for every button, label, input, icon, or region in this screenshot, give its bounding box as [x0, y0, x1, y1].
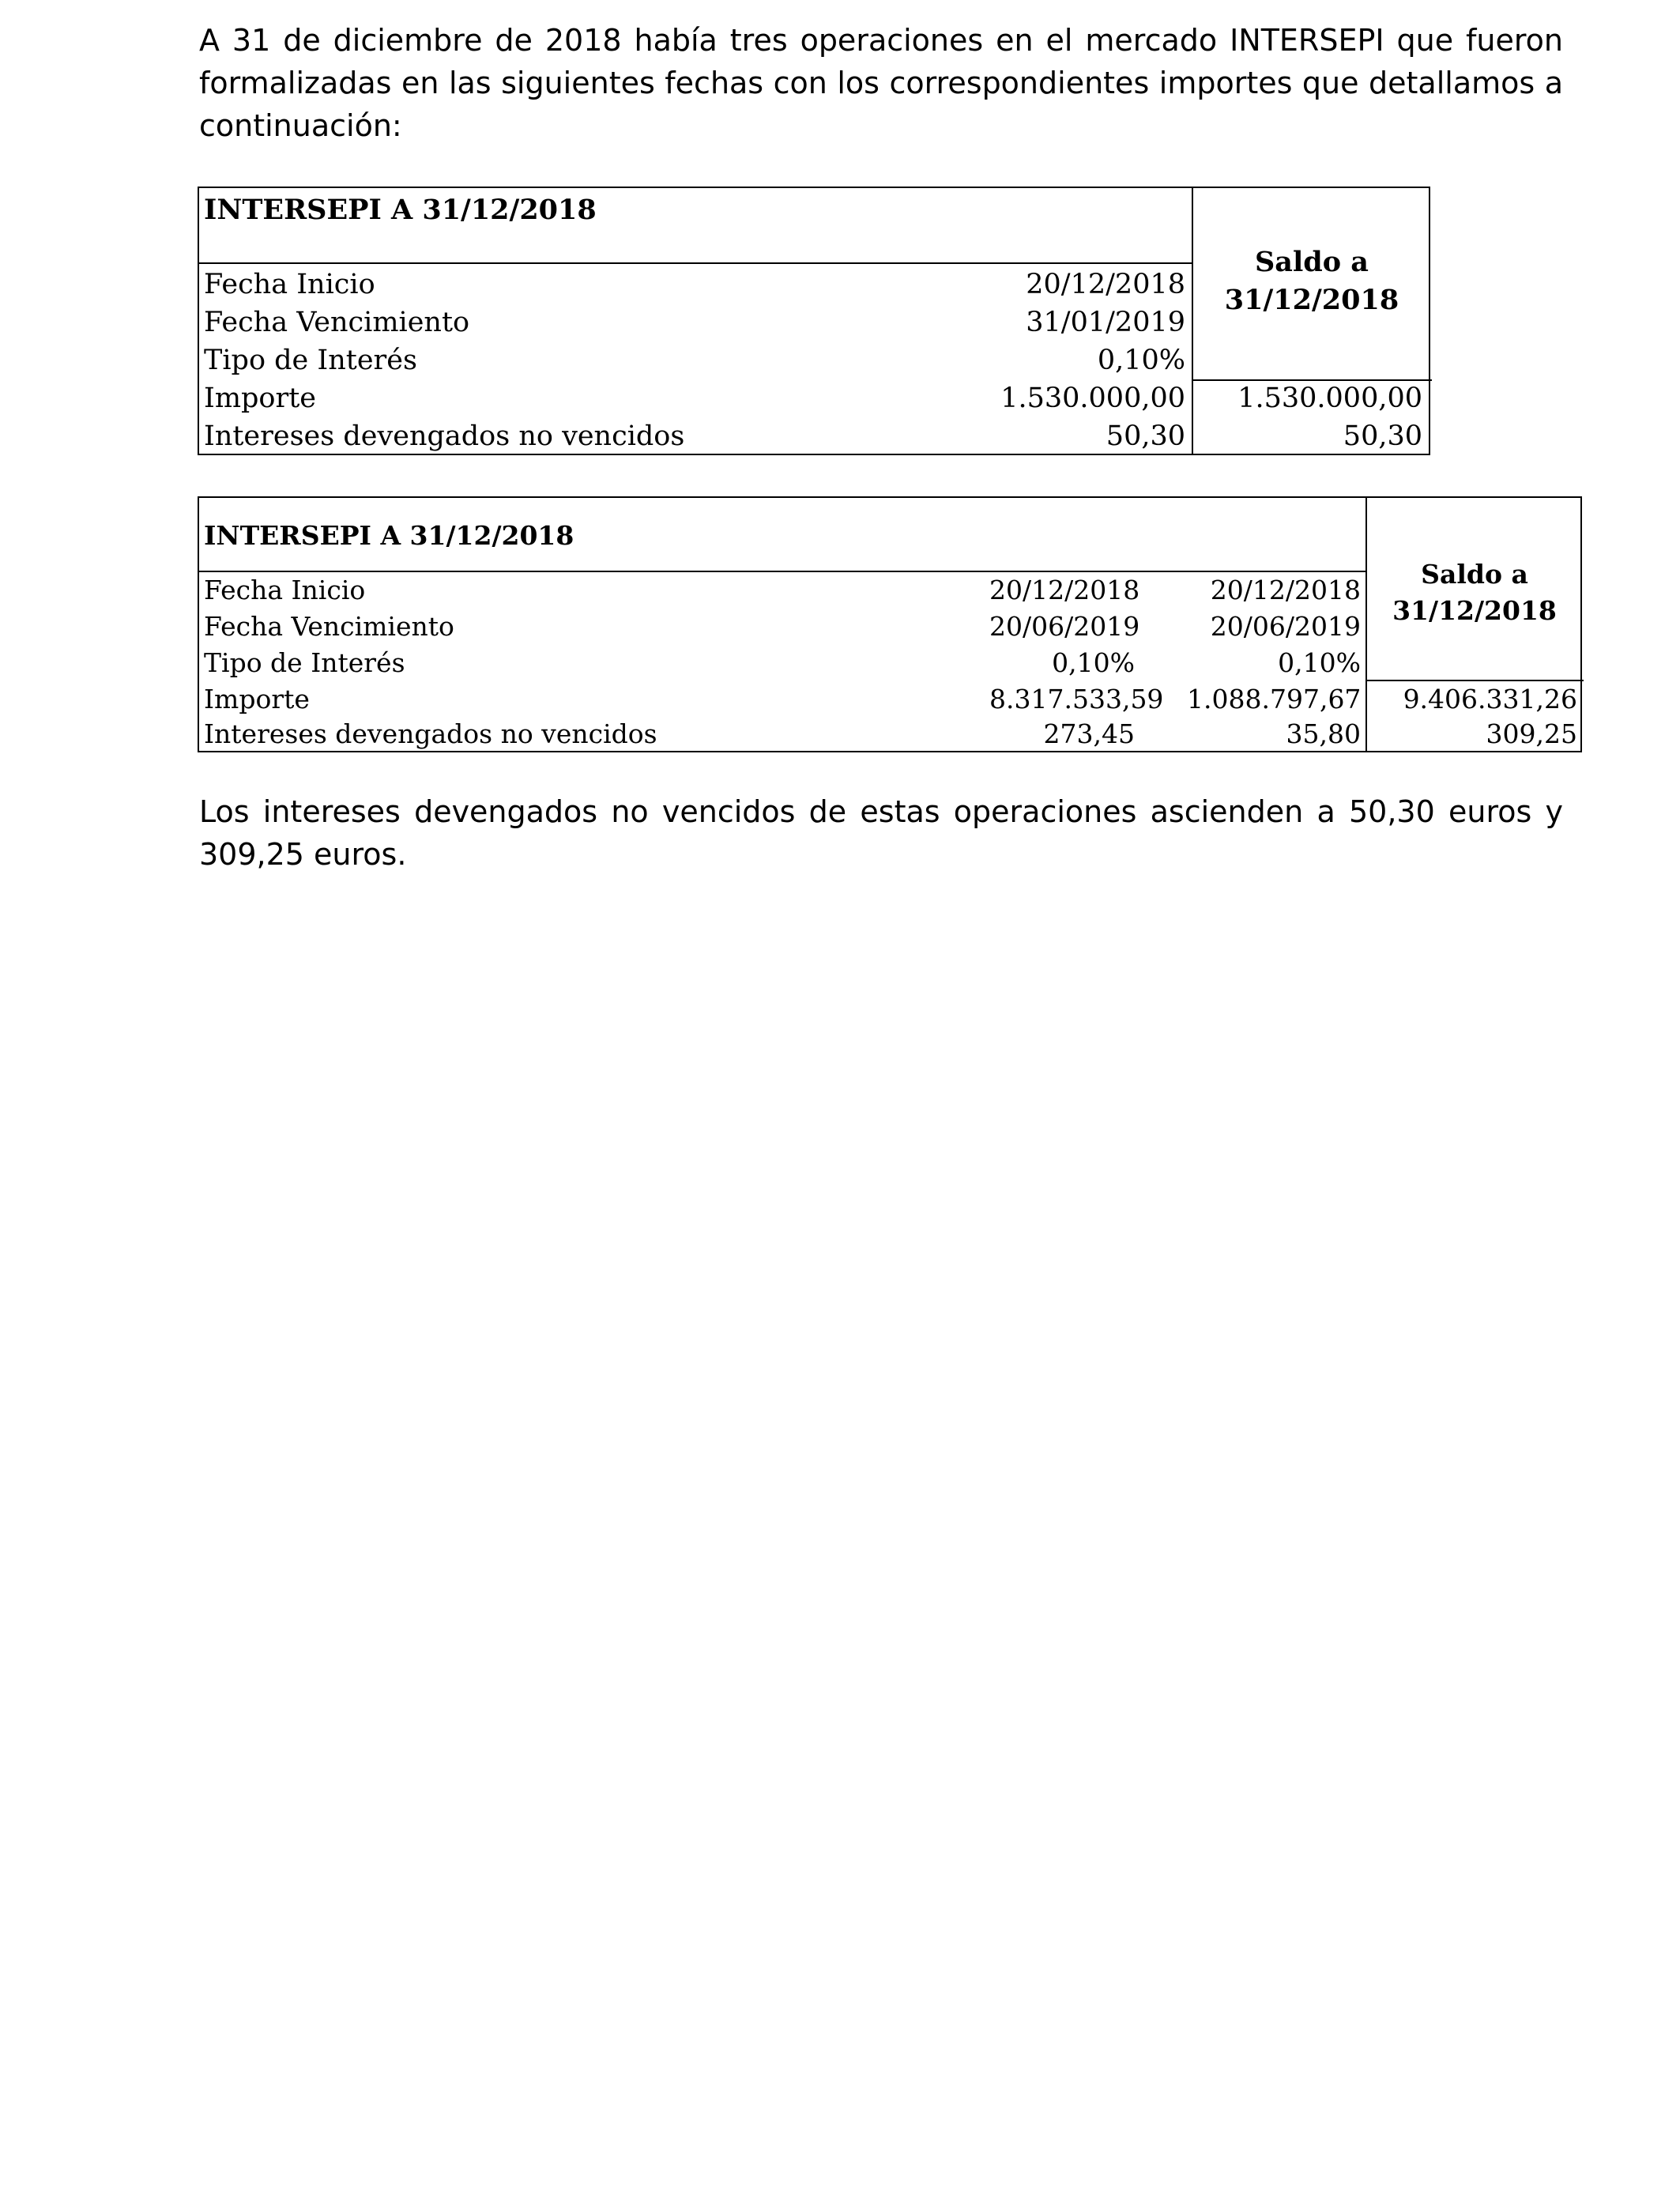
row-value1-intereses: 273,45 — [1043, 718, 1135, 749]
row-label-tipo-interes: Tipo de Interés — [204, 647, 405, 678]
saldo-header-line2: 31/12/2018 — [1392, 595, 1557, 626]
saldo-header — [1193, 243, 1430, 319]
row-value-fecha-inicio: 20/12/2018 — [1026, 269, 1185, 300]
row-label-fecha-vencimiento: Fecha Vencimiento — [204, 307, 470, 338]
row-saldo-importe: 1.530.000,00 — [1237, 383, 1422, 414]
row-value2-tipo-interes: 0,10% — [1278, 647, 1361, 678]
row-label-intereses: Intereses devengados no vencidos — [204, 420, 685, 452]
row-value2-fecha-inicio: 20/12/2018 — [1210, 575, 1361, 605]
row-saldo-importe: 9.406.331,26 — [1403, 684, 1577, 714]
title-divider — [199, 262, 1192, 264]
row-label-intereses: Intereses devengados no vencidos — [204, 718, 657, 749]
row-value-importe: 1.530.000,00 — [1000, 383, 1185, 414]
table-title: INTERSEPI A 31/12/2018 — [204, 194, 597, 226]
closing-paragraph: Los intereses devengados no vencidos de estas operaciones ascienden a 50,30 euros y 309,25 euros. — [199, 794, 1563, 872]
saldo-header — [1367, 556, 1582, 629]
row-label-fecha-inicio: Fecha Inicio — [204, 575, 366, 605]
row-value2-fecha-vencimiento: 20/06/2019 — [1210, 611, 1361, 642]
row-label-fecha-vencimiento: Fecha Vencimiento — [204, 611, 454, 642]
saldo-header-line1: Saldo a — [1421, 559, 1528, 590]
row-saldo-intereses: 309,25 — [1486, 718, 1577, 749]
row-label-importe: Importe — [204, 684, 310, 714]
row-value1-fecha-vencimiento: 20/06/2019 — [989, 611, 1140, 642]
saldo-header-line1: Saldo a — [1255, 246, 1369, 278]
intersepi-table-2 — [198, 496, 1582, 752]
row-value2-intereses: 35,80 — [1286, 718, 1361, 749]
row-label-tipo-interes: Tipo de Interés — [204, 345, 417, 376]
row-value-fecha-vencimiento: 31/01/2019 — [1026, 307, 1185, 338]
row-saldo-intereses: 50,30 — [1343, 420, 1422, 452]
row-value1-fecha-inicio: 20/12/2018 — [989, 575, 1140, 605]
intersepi-table-1 — [198, 187, 1430, 455]
row-value-tipo-interes: 0,10% — [1097, 345, 1185, 376]
row-label-importe: Importe — [204, 383, 316, 414]
row-value1-tipo-interes: 0,10% — [1052, 647, 1135, 678]
row-value-intereses: 50,30 — [1106, 420, 1185, 452]
saldo-column-divider — [1192, 188, 1193, 454]
row-value2-importe: 1.088.797,67 — [1187, 684, 1362, 714]
row-value1-importe: 8.317.533,59 — [989, 684, 1164, 714]
intro-paragraph: A 31 de diciembre de 2018 había tres operaciones en el mercado INTERSEPI que fueron formalizadas en las siguientes fechas con los correspondientes importes que detallamos a continuación: — [199, 23, 1563, 143]
saldo-header-line2: 31/12/2018 — [1224, 284, 1399, 316]
table-title: INTERSEPI A 31/12/2018 — [204, 520, 574, 551]
row-label-fecha-inicio: Fecha Inicio — [204, 269, 375, 300]
